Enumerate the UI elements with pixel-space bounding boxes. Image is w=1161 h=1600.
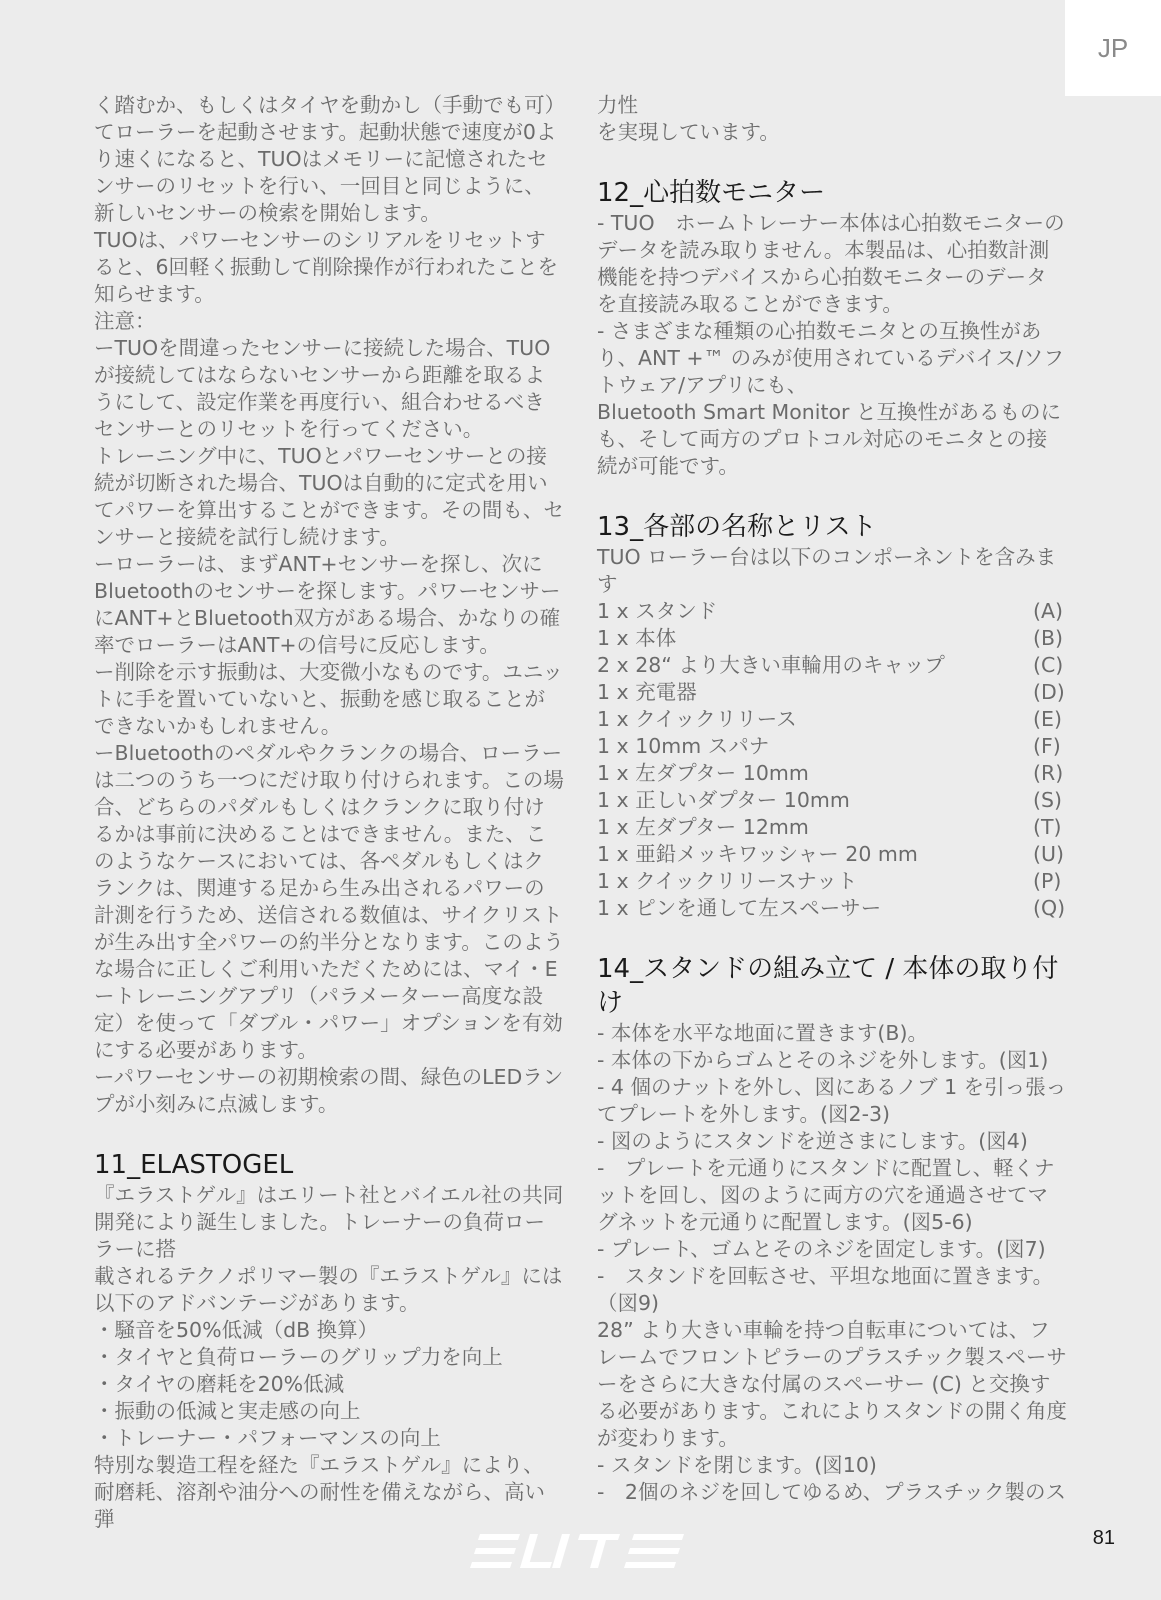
parts-row [597,895,1067,922]
parts-row [597,733,1067,760]
bullet-item: ・振動の低減と実走感の向上 [94,1399,361,1423]
parts-row [597,598,1067,625]
part-code: (F) [1033,734,1061,758]
paragraph: 力性 [597,93,638,117]
elite-logo [468,1534,692,1568]
paragraph: ー削除を示す振動は、大変微小なものです。ユニットに手を置いていないと、振動を感じ取ることができないかもしれません。 [94,660,564,738]
parts-row [597,841,1067,868]
paragraph: Bluetooth Smart Monitor と互換性があるものにも、そして両方のプロトコル対応のモニタとの接続が可能です。 [597,400,1062,478]
parts-row [597,652,1067,679]
paragraph: 『エラストゲル』はエリート社とバイエル社の共同開発により誕生しました。トレーナーの負荷ローラーに搭 [94,1183,564,1261]
part-code: (P) [1033,869,1062,893]
parts-row [597,868,1067,895]
part-name: 1 x クイックリリース [597,707,797,731]
parts-row [597,679,1067,706]
section-title-12: 12_心拍数モニター [597,178,826,208]
paragraph: - スタンドを回転させ、平坦な地面に置きます。（図9) [597,1264,1054,1315]
paragraph: - 4 個のナットを外し、図にあるノブ 1 を引っ張ってプレートを外します。(図2-3) [597,1075,1067,1126]
part-name: 1 x 充電器 [597,680,697,704]
parts-row [597,706,1067,733]
part-name: 1 x クイックリリースナット [597,869,858,893]
parts-row [597,760,1067,787]
part-code: (R) [1033,761,1064,785]
part-name: 1 x 亜鉛メッキワッシャー 20 mm [597,842,918,866]
part-code: (Q) [1033,896,1066,920]
bullet-item: ・トレーナー・パフォーマンスの向上 [94,1426,441,1450]
parts-list [597,598,1067,922]
right-column [597,92,1067,1506]
left-column [94,92,564,1533]
part-code: (E) [1033,707,1062,731]
paragraph: ーパワーセンサーの初期検索の間、緑色のLEDランプが小刻みに点滅します。 [94,1065,564,1116]
language-tab: JP [1065,0,1161,96]
parts-row [597,787,1067,814]
section-title-13: 13_各部の名称とリスト [597,512,877,542]
paragraph: - スタンドを閉じます。(図10) [597,1453,877,1477]
paragraph: TUO ローラー台は以下のコンポーネントを含みます [597,545,1057,596]
bullet-item: ・騒音を50%低減（dB 換算） [94,1318,379,1342]
part-code: (B) [1033,626,1064,650]
paragraph: - 本体を水平な地面に置きます(B)。 [597,1021,928,1045]
part-name: 1 x 本体 [597,626,677,650]
part-name: 1 x 左ダプター 12mm [597,815,809,839]
parts-row [597,625,1067,652]
paragraph: TUOは、パワーセンサーのシリアルをリセットすると、6回軽く振動して削除操作が行われたことを知らせます。 [94,228,559,306]
paragraph: - プレート、ゴムとそのネジを固定します。(図7) [597,1237,1046,1261]
paragraph: - 2個のネジを回してゆるめ、プラスチック製のス [597,1480,1066,1504]
paragraph: く踏むか、もしくはタイヤを動かし（手動でも可）てローラーを起動させます。起動状態で速度が0より速くになると、TUOはメモリーに記憶されたセンサーのリセットを行い、一回目と同じように、新しいセンサーの検索を開始します。 [94,93,557,225]
paragraph: ーBluetoothのペダルやクランクの場合、ローラーは二つのうち一つにだけ取り付けられます。この場合、どちらのパダルもしくはクランクに取り付けるかは事前に決めることはできません。また、このようなケースにおいては、各ペダルもしくはクランクは、関連する足から生み出されるパワーの計測を行うため、送信される数値は、サイクリストが生み出す全パワーの約半分となります。このような場合に正しくご利用いただくためには、マイ・Eートレーニングアプリ（パラメーターー高度な設定）を使って「ダブル・パワー」オプションを有効にする必要があります。 [94,741,564,1062]
paragraph: 特別な製造工程を経た『エラストゲル』により、耐磨耗、溶剤や油分への耐性を備えながら、高い弾 [94,1453,545,1531]
paragraph: 載されるテクノポリマー製の『エラストゲル』には以下のアドバンテージがあります。 [94,1264,563,1315]
parts-row [597,814,1067,841]
part-code: (S) [1033,788,1063,812]
paragraph: 注意： [94,309,156,333]
part-name: 1 x スタンド [597,599,718,623]
paragraph: - TUO ホームトレーナー本体は心拍数モニターのデータを読み取りません。本製品は、心拍数計測機能を持つデバイスから心拍数モニターのデータを直接読み取ることができます。 [597,211,1065,316]
part-name: 1 x 左ダプター 10mm [597,761,809,785]
section-title-14: 14_スタンドの組み立て / 本体の取り付け [597,954,1059,1018]
paragraph: - プレートを元通りにスタンドに配置し、軽くナットを回し、図のように両方の穴を通過させてマグネットを元通りに配置します。(図5-6) [597,1156,1055,1234]
part-code: (U) [1033,842,1065,866]
paragraph: 28” より大きい車輪を持つ自転車については、フレームでフロントピラーのプラスチック製スペーサーをさらに大きな付属のスペーサー (C) と交換する必要があります。これによりスタンドの開く角度が変わります。 [597,1318,1067,1450]
bullet-item: ・タイヤと負荷ローラーのグリップ力を向上 [94,1345,503,1369]
paragraph: ーローラーは、まずANT+センサーを探し、次にBluetoothのセンサーを探します。パワーセンサーにANT+とBluetooth双方がある場合、かなりの確率でローラーはANT+の信号に反応します。 [94,552,561,657]
part-name: 1 x 正しいダプター 10mm [597,788,850,812]
part-name: 2 x 28“ より大きい車輪用のキャップ [597,653,945,677]
paragraph: - 本体の下からゴムとそのネジを外します。(図1) [597,1048,1049,1072]
paragraph: - さまざまな種類の心拍数モニタとの互換性があり、ANT +™ のみが使用されているデバイス/ソフトウェア/アプリにも、 [597,319,1065,397]
part-code: (D) [1033,680,1065,704]
part-name: 1 x ピンを通して左スペーサー [597,896,882,920]
part-code: (T) [1033,815,1062,839]
paragraph: ーTUOを間違ったセンサーに接続した場合、TUOが接続してはならないセンサーから距離を取るようにして、設定作業を再度行い、組合わせるべきセンサーとのリセットを行ってください。 [94,336,551,441]
paragraph: - 図のようにスタンドを逆さまにします。(図4) [597,1129,1028,1153]
page-number: 81 [1092,1527,1115,1549]
paragraph: を実現しています。 [597,120,780,144]
part-code: (A) [1033,599,1064,623]
part-name: 1 x 10mm スパナ [597,734,770,758]
part-code: (C) [1033,653,1064,677]
section-title-11: 11_ELASTOGEL [94,1150,294,1180]
paragraph: トレーニング中に、TUOとパワーセンサーとの接続が切断された場合、TUOは自動的に定式を用いてパワーを算出することができます。その間も、センサーと接続を試行し続けます。 [94,444,564,549]
bullet-item: ・タイヤの磨耗を20%低減 [94,1372,345,1396]
